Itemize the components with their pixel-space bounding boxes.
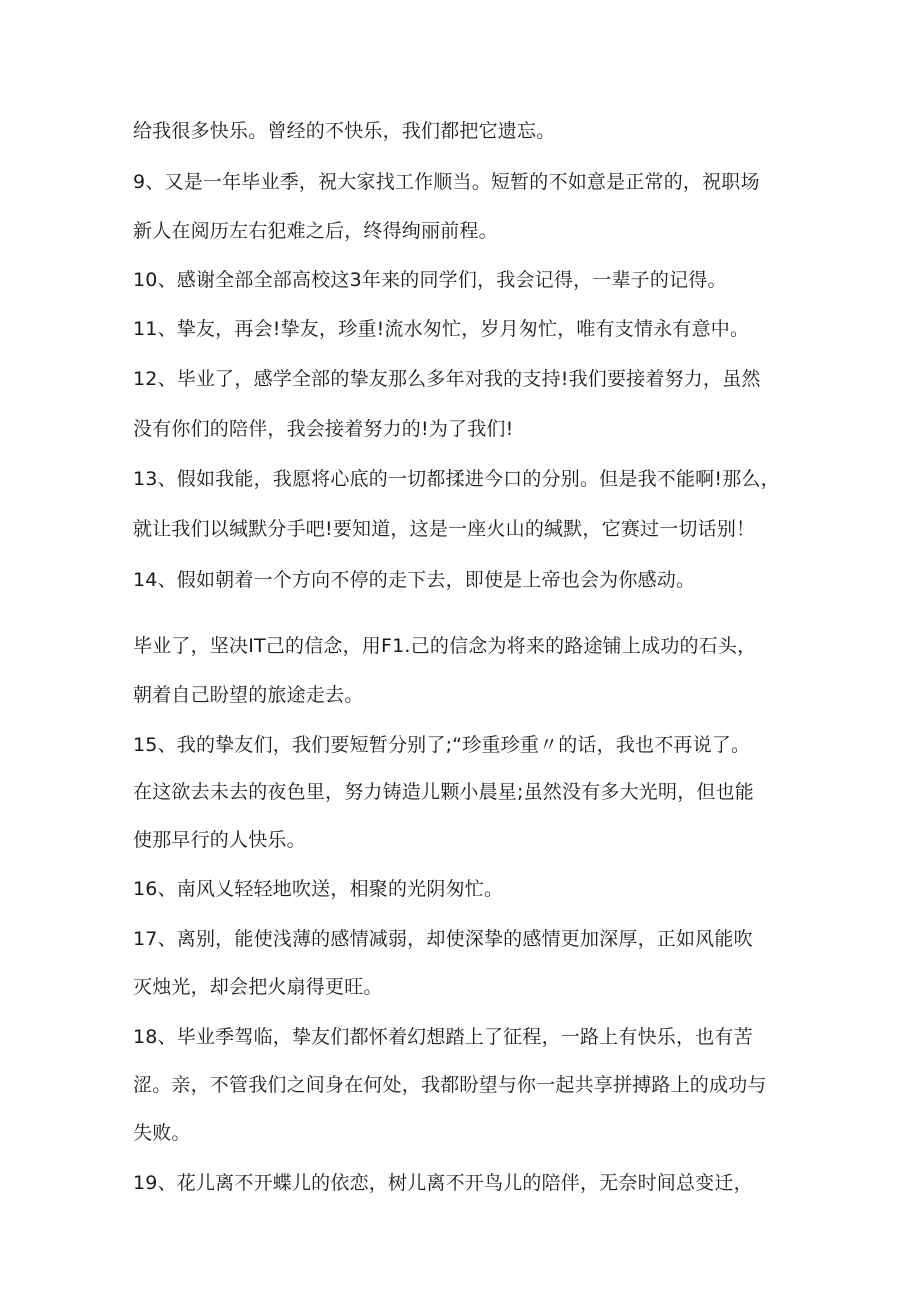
- text-line: 失败。: [133, 1122, 191, 1144]
- text-line: 17、离别，能使浅薄的感情减弱，却使深挚的感情更加深厚，正如风能吹: [133, 928, 753, 950]
- text-line: 在这欲去未去的夜色里，努力铸造儿颗小晨星;虽然没有多大光明，但也能: [133, 781, 755, 803]
- text-line: 灭烛光，却会把火扇得更旺。: [133, 976, 383, 998]
- text-line: 没有你们的陪伴，我会接着努力的!为了我们!: [133, 418, 514, 440]
- text-line: 给我很多快乐。曾经的不快乐，我们都把它遗忘。: [133, 120, 556, 142]
- text-line: 14、假如朝着一个方向不停的走下去，即使是上帝也会为你感动。: [133, 569, 696, 591]
- text-line: 15、我的挚友们，我们要短暂分别了;“珍重珍重〃的话，我也不再说了。: [133, 734, 751, 756]
- text-line: 18、毕业季驾临，挚友们都怀着幻想踏上了征程，一路上有快乐，也有苦: [133, 1026, 753, 1048]
- text-line: 13、假如我能，我愿将心底的一切都揉进今口的分别。但是我不能啊!那么，: [133, 468, 780, 490]
- text-line: 10、感谢全部全部高校这3年来的同学们，我会记得，一辈子的记得。: [133, 269, 727, 291]
- text-line: 朝着自己盼望的旅途走去。: [133, 684, 364, 706]
- text-line: 12、毕业了，感学全部的挚友那么多年对我的支持!我们要接着努力，虽然: [133, 368, 761, 390]
- text-line: 19、花儿离不开蝶儿的依恋，树儿离不开鸟儿的陪伴，无奈时间总变迁，: [133, 1172, 753, 1194]
- text-line: 使那早行的人快乐。: [133, 829, 306, 851]
- text-line: 毕业了，坚决IT己的信念，用F1.己的信念为将来的路途铺上成功的石头，: [133, 635, 757, 657]
- text-line: 9、又是一年毕业季，祝大家找工作顺当。短暂的不如意是正常的，祝职场: [133, 171, 760, 193]
- text-line: 新人在阅历左右犯难之后，终得绚丽前程。: [133, 220, 498, 242]
- text-line: 就让我们以缄默分手吧!要知道，这是一座火山的缄默，它赛过一切话别！: [133, 518, 756, 540]
- text-line: 涩。亲，不管我们之间身在何处，我都盼望与你一起共享拼搏路上的成功与: [133, 1074, 767, 1096]
- text-line: 16、南风乂轻轻地吹送，相聚的光阴匆忙。: [133, 878, 504, 900]
- text-line: 11、挚友，再会!挚友，珍重!流水匆忙，岁月匆忙，唯有支情永有意中。: [133, 318, 750, 340]
